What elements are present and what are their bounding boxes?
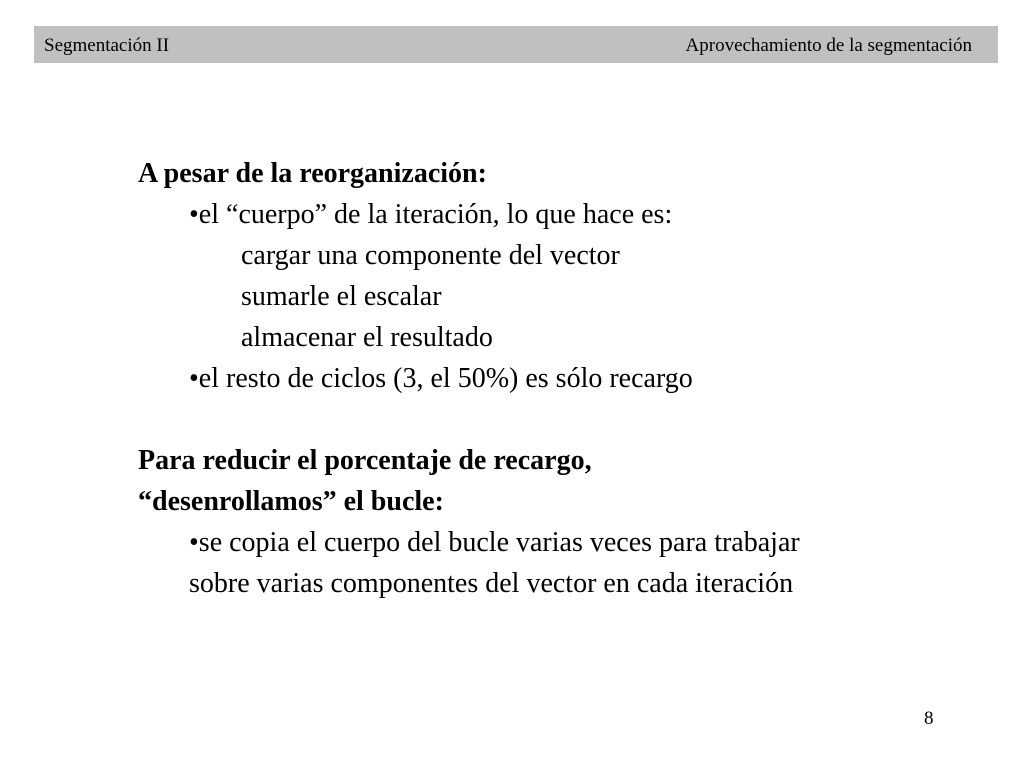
bullet-body-iteration: •el “cuerpo” de la iteración, lo que hace es: — [189, 199, 673, 230]
sub-item-store: almacenar el resultado — [241, 322, 493, 353]
page-number: 8 — [924, 708, 934, 729]
sub-item-add: sumarle el escalar — [241, 281, 442, 312]
bullet-copy-body-continued: sobre varias componentes del vector en cada iteración — [189, 568, 794, 599]
header-right-title: Aprovechamiento de la segmentación — [685, 35, 972, 56]
sub-item-load: cargar una componente del vector — [241, 240, 620, 271]
heading-unroll-loop: “desenrollamos” el bucle: — [138, 486, 444, 517]
heading-reduce-overhead: Para reducir el porcentaje de recargo, — [138, 445, 592, 476]
spacer — [138, 399, 800, 440]
slide-body — [138, 153, 800, 604]
bullet-overhead: •el resto de ciclos (3, el 50%) es sólo recargo — [189, 363, 693, 394]
header-left-title: Segmentación II — [44, 35, 170, 56]
heading-reorganization: A pesar de la reorganización: — [138, 158, 487, 189]
bullet-copy-body: •se copia el cuerpo del bucle varias veces para trabajar — [189, 527, 800, 558]
header-bar — [34, 26, 998, 63]
